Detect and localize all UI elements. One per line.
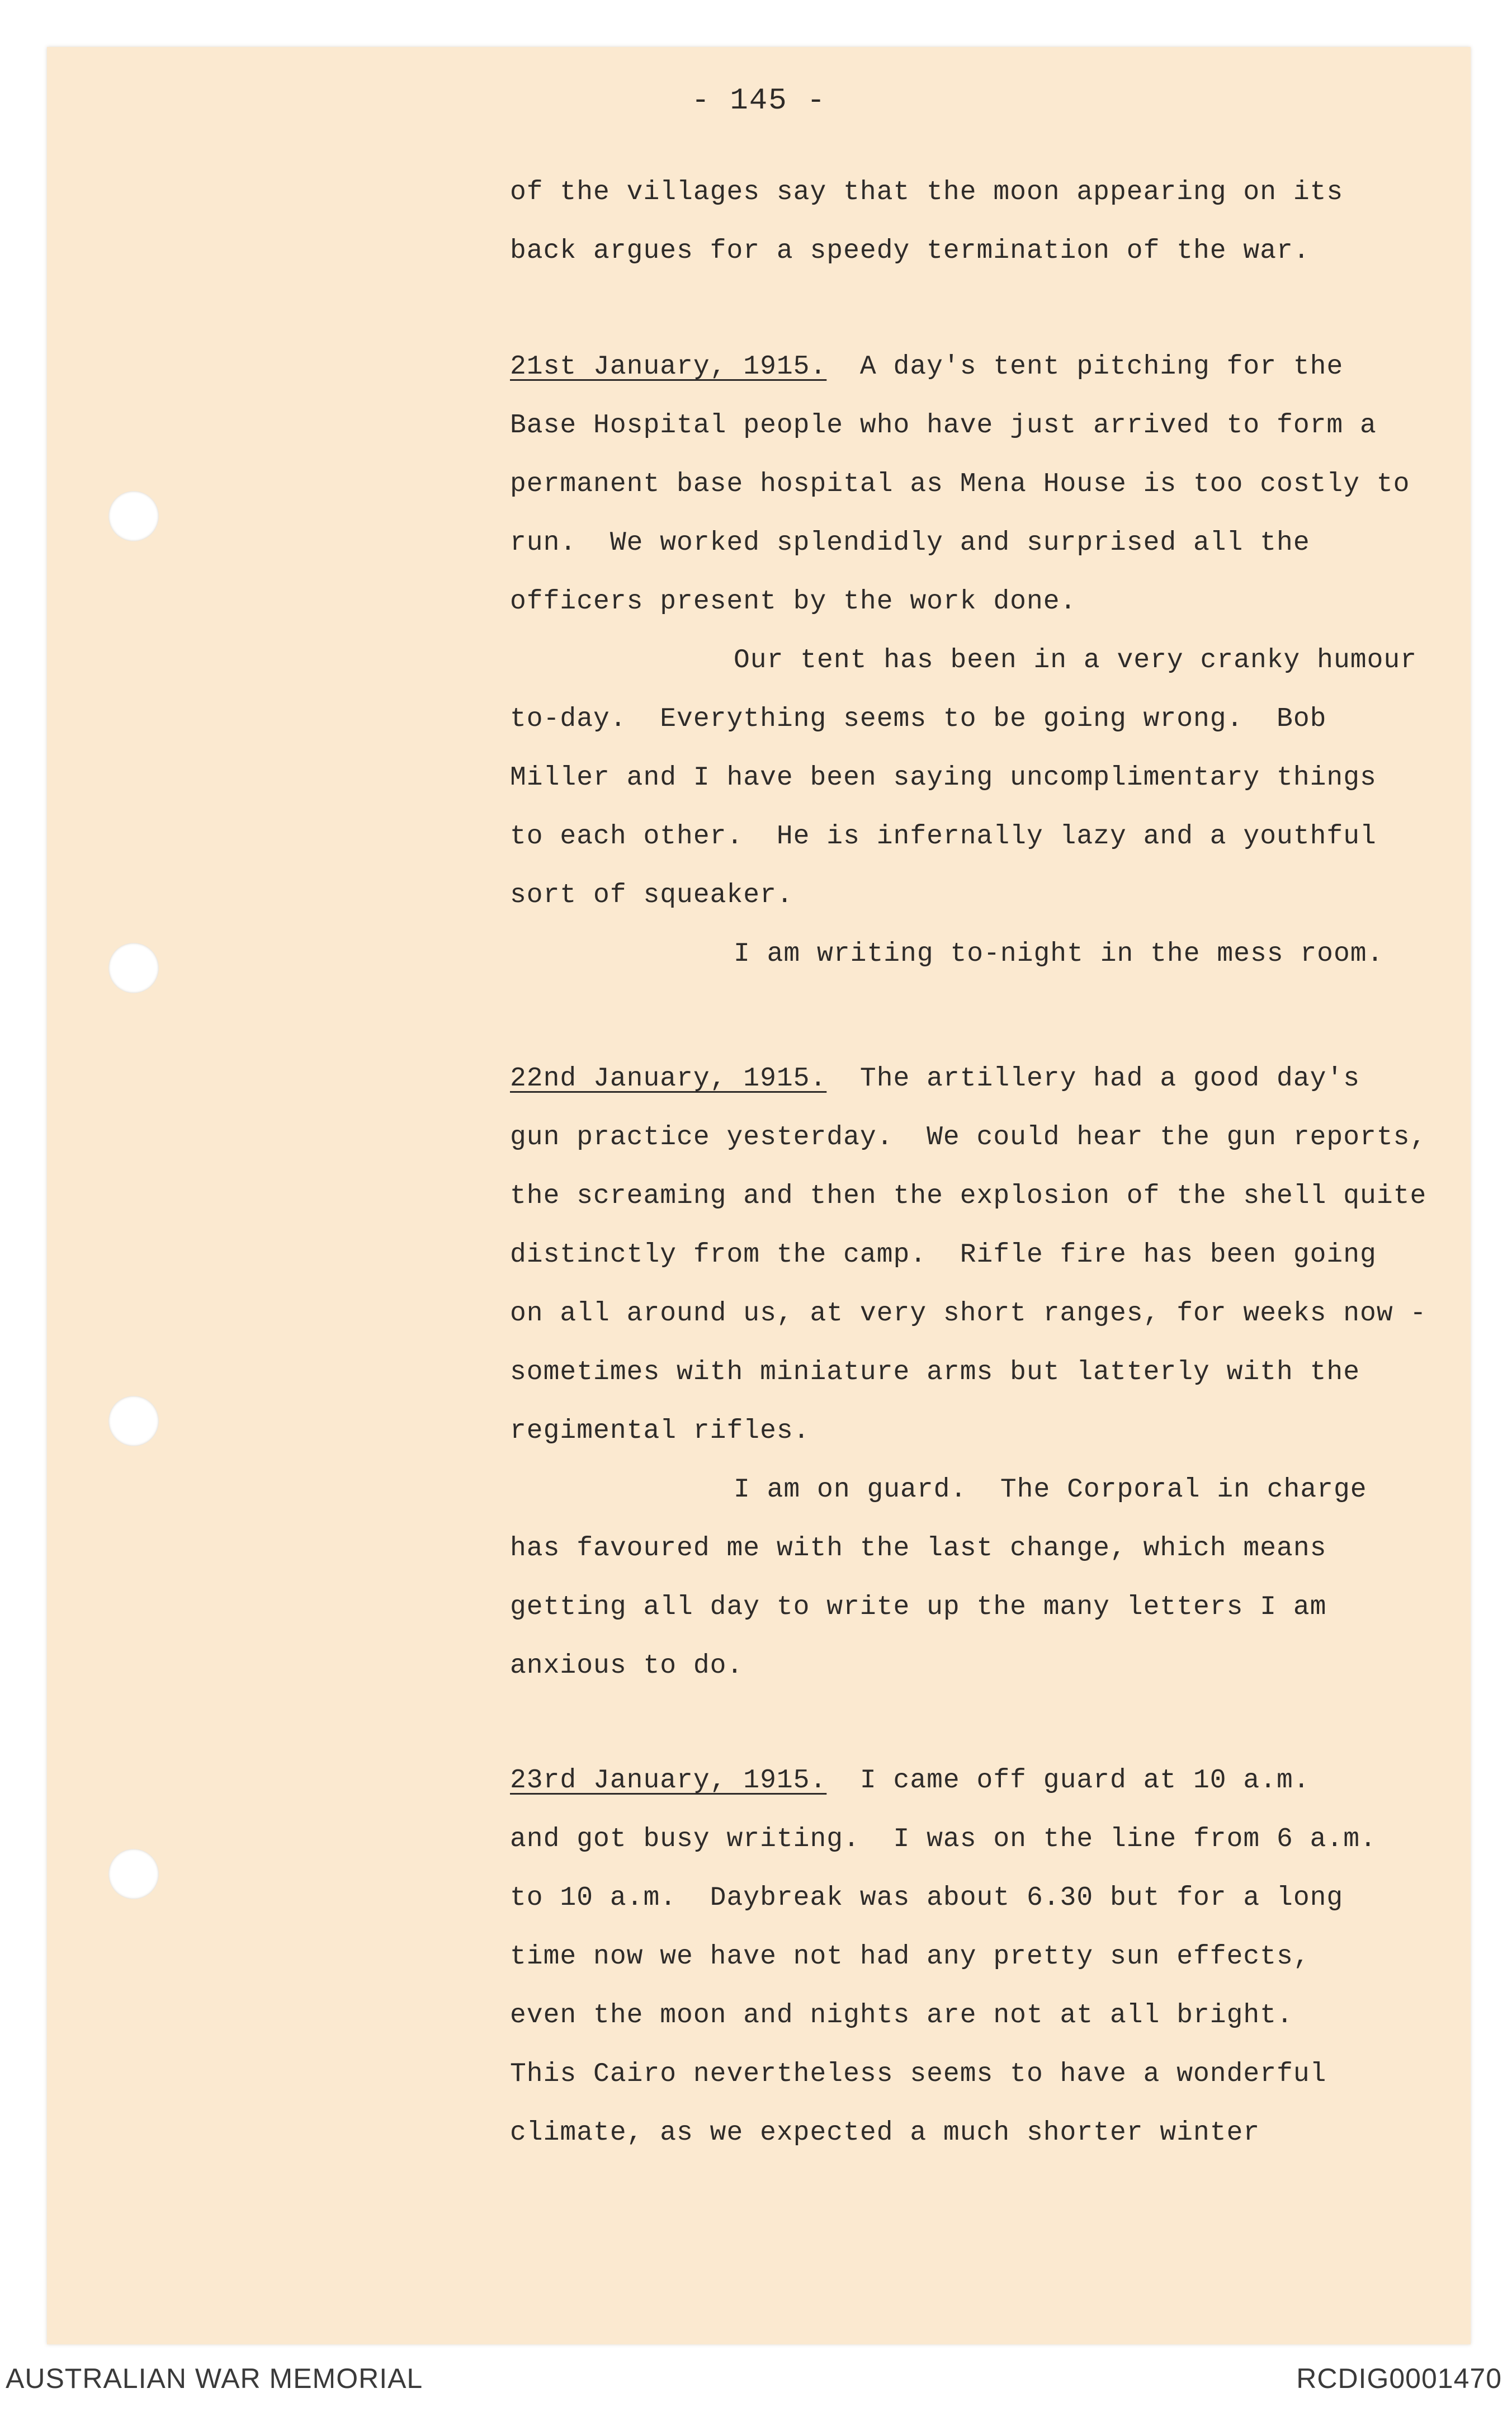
text-line: This Cairo nevertheless seems to have a wonderful <box>510 2059 1327 2089</box>
entry-first-line <box>510 338 1472 397</box>
text-line: anxious to do. <box>510 1651 744 1681</box>
footer-institution: AUSTRALIAN WAR MEMORIAL <box>6 2363 423 2394</box>
paragraph-continuation <box>510 163 1472 281</box>
text-line: Miller and I have been saying uncomplimentary things <box>510 763 1377 793</box>
page-number: - 145 - <box>691 84 826 118</box>
text-line: run. We worked splendidly and surprised all the <box>510 528 1310 558</box>
punch-hole <box>108 943 159 993</box>
text-line: of the villages say that the moon appearing on its <box>510 177 1344 207</box>
paragraph <box>510 631 1472 925</box>
text-line: the screaming and then the explosion of the shell quite <box>510 1181 1427 1211</box>
indented-line: Our tent has been in a very cranky humour <box>734 645 1417 676</box>
text-line: gun practice yesterday. We could hear the gun reports, <box>510 1122 1427 1153</box>
diary-entry-23-january <box>510 1752 1472 2163</box>
text-line: back argues for a speedy termination of the war. <box>510 236 1310 266</box>
entry-text: I came off guard at 10 a.m. <box>826 1766 1310 1796</box>
indented-line: I am on guard. The Corporal in charge <box>734 1475 1367 1505</box>
punch-hole <box>108 1849 159 1899</box>
text-line: getting all day to write up the many letters I am <box>510 1592 1327 1622</box>
entry-date: 21st January, 1915. <box>510 352 827 382</box>
text-line: to-day. Everything seems to be going wrong. Bob <box>510 704 1327 734</box>
punch-hole <box>108 491 159 541</box>
entry-date: 23rd January, 1915. <box>510 1766 827 1796</box>
entry-first-line <box>510 1050 1472 1108</box>
entry-first-line <box>510 1752 1472 1810</box>
diary-entry-21-january <box>510 338 1472 631</box>
paragraph <box>510 1461 1472 1696</box>
diary-entry-22-january <box>510 1050 1472 1461</box>
text-line: to 10 a.m. Daybreak was about 6.30 but for a long <box>510 1883 1344 1913</box>
text-line: officers present by the work done. <box>510 587 1077 617</box>
text-line: sort of squeaker. <box>510 880 793 910</box>
entry-text: A day's tent pitching for the <box>826 352 1344 382</box>
text-line: even the moon and nights are not at all bright. <box>510 2000 1293 2031</box>
text-line: climate, as we expected a much shorter winter <box>510 2118 1260 2148</box>
text-line: Base Hospital people who have just arrived to form a <box>510 410 1377 441</box>
text-line: to each other. He is infernally lazy and a youthful <box>510 822 1377 852</box>
typed-page <box>47 47 1471 2344</box>
text-line: has favoured me with the last change, which means <box>510 1533 1327 1564</box>
text-line: and got busy writing. I was on the line from 6 a.m. <box>510 1824 1377 1854</box>
indented-line: I am writing to-night in the mess room. <box>734 939 1384 969</box>
text-line: regimental rifles. <box>510 1416 810 1446</box>
text-line: distinctly from the camp. Rifle fire has been going <box>510 1240 1377 1270</box>
entry-date: 22nd January, 1915. <box>510 1064 827 1094</box>
entry-text: The artillery had a good day's <box>826 1064 1360 1094</box>
text-line: on all around us, at very short ranges, for weeks now - <box>510 1299 1427 1329</box>
paragraph <box>510 925 1472 984</box>
text-line: time now we have not had any pretty sun effects, <box>510 1942 1310 1972</box>
text-line: sometimes with miniature arms but latterly with the <box>510 1357 1360 1387</box>
footer-record-id: RCDIG0001470 <box>1296 2363 1502 2394</box>
punch-hole <box>108 1396 159 1446</box>
text-line: permanent base hospital as Mena House is too costly to <box>510 469 1410 499</box>
